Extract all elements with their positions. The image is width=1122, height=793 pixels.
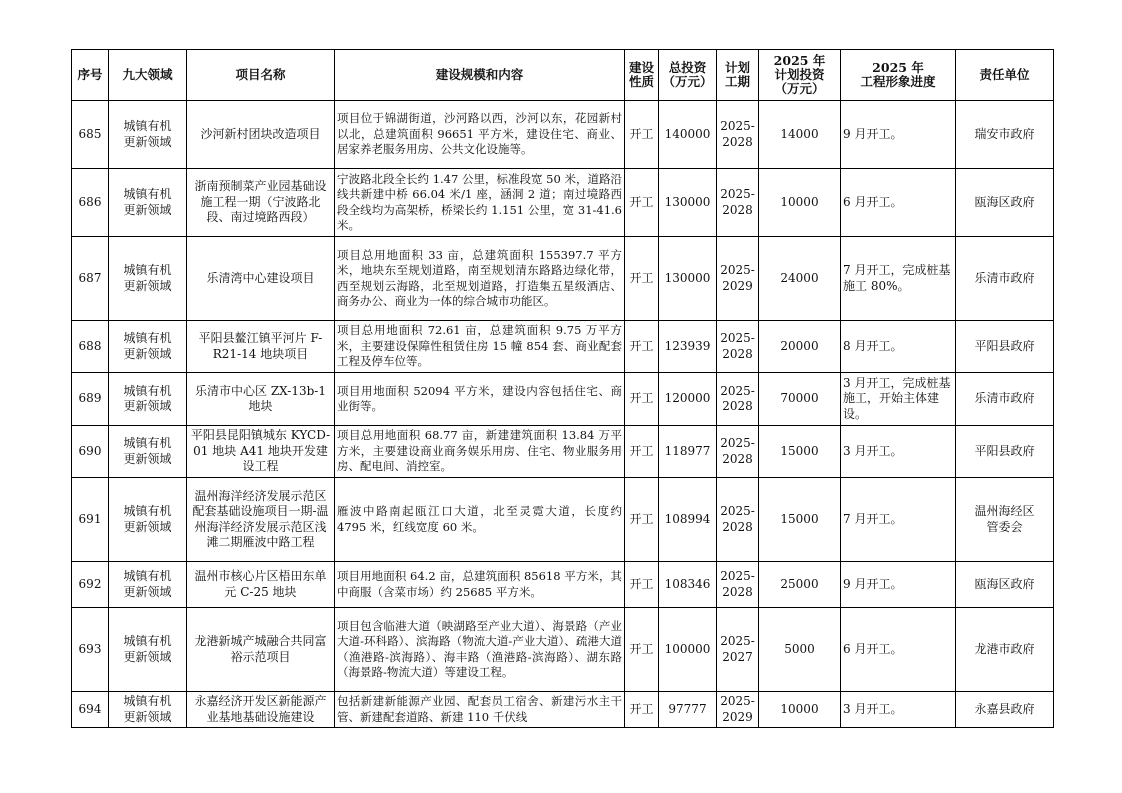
table-row: [72, 237, 1054, 321]
row-plan2025: 15000: [759, 478, 841, 562]
row-plan2025: 5000: [759, 608, 841, 692]
row-total: 123939: [659, 321, 717, 373]
row-field: 城镇有机 更新领域: [109, 608, 187, 692]
row-no: 685: [72, 101, 109, 169]
row-progress: 8 月开工。: [841, 321, 956, 373]
row-field: 城镇有机 更新领域: [109, 101, 187, 169]
row-name: 沙河新村团块改造项目: [187, 101, 335, 169]
table-row: [72, 692, 1054, 728]
row-nature: 开工: [625, 608, 659, 692]
row-total: 108346: [659, 562, 717, 608]
row-period: 2025- 2028: [717, 169, 759, 237]
row-field: 城镇有机 更新领域: [109, 237, 187, 321]
row-nature: 开工: [625, 478, 659, 562]
row-unit: 温州海经区 管委会: [956, 478, 1054, 562]
row-unit: 乐清市政府: [956, 373, 1054, 426]
row-period: 2025- 2028: [717, 101, 759, 169]
header-nature: 建设 性质: [625, 50, 659, 101]
row-progress: 6 月开工。: [841, 608, 956, 692]
row-unit: 永嘉县政府: [956, 692, 1054, 728]
row-nature: 开工: [625, 562, 659, 608]
header-unit: 责任单位: [956, 50, 1054, 101]
row-period: 2025- 2028: [717, 562, 759, 608]
row-plan2025: 10000: [759, 692, 841, 728]
row-no: 692: [72, 562, 109, 608]
row-field: 城镇有机 更新领域: [109, 478, 187, 562]
row-plan2025: 24000: [759, 237, 841, 321]
row-period: 2025- 2027: [717, 608, 759, 692]
row-name: 乐清湾中心建设项目: [187, 237, 335, 321]
row-no: 687: [72, 237, 109, 321]
table-row: [72, 562, 1054, 608]
row-progress: 9 月开工。: [841, 562, 956, 608]
row-nature: 开工: [625, 101, 659, 169]
row-unit: 瓯海区政府: [956, 169, 1054, 237]
row-total: 140000: [659, 101, 717, 169]
row-period: 2025- 2029: [717, 237, 759, 321]
row-plan2025: 20000: [759, 321, 841, 373]
row-scale: 项目总用地面积 68.77 亩，新建建筑面积 13.84 万平方米，主要建设商业商务娱乐用房、住宅、物业服务用房、配电间、消控室。: [335, 426, 625, 478]
row-nature: 开工: [625, 169, 659, 237]
header-name: 项目名称: [187, 50, 335, 101]
row-scale: 项目总用地面积 33 亩，总建筑面积 155397.7 平方米，地块东至规划道路，南至规划清东路路边绿化带，西至规划云海路，北至规划道路，打造集五星级酒店、商务办公、商业为一体的综合城市功能区。: [335, 237, 625, 321]
row-field: 城镇有机 更新领域: [109, 562, 187, 608]
row-scale: 项目总用地面积 72.61 亩，总建筑面积 9.75 万平方米，主要建设保障性租赁住房 15 幢 854 套、商业配套工程及停车位等。: [335, 321, 625, 373]
row-period: 2025- 2028: [717, 478, 759, 562]
row-scale: 包括新建新能源产业园、配套员工宿舍、新建污水主干管、新建配套道路、新建 110 千伏线: [335, 692, 625, 728]
header-total: 总投资 （万元）: [659, 50, 717, 101]
row-scale: 宁波路北段全长约 1.47 公里，标准段宽 50 米，道路沿线共新建中桥 66.04 米/1 座，涵洞 2 道；南过境路西段全线均为高架桥，桥梁长约 1.151 公里，宽 31-41.6 米。: [335, 169, 625, 237]
table-row: [72, 608, 1054, 692]
row-unit: 乐清市政府: [956, 237, 1054, 321]
row-name: 乐清市中心区 ZX-13b-1 地块: [187, 373, 335, 426]
row-field: 城镇有机 更新领域: [109, 692, 187, 728]
row-progress: 7 月开工。: [841, 478, 956, 562]
row-total: 108994: [659, 478, 717, 562]
header-progress: 2025 年 工程形象进度: [841, 50, 956, 101]
row-field: 城镇有机 更新领域: [109, 373, 187, 426]
row-period: 2025- 2028: [717, 373, 759, 426]
row-nature: 开工: [625, 321, 659, 373]
table-row: [72, 373, 1054, 426]
row-progress: 6 月开工。: [841, 169, 956, 237]
table-row: [72, 426, 1054, 478]
row-field: 城镇有机 更新领域: [109, 169, 187, 237]
row-name: 平阳县昆阳镇城东 KYCD-01 地块 A41 地块开发建设工程: [187, 426, 335, 478]
row-no: 689: [72, 373, 109, 426]
row-field: 城镇有机 更新领域: [109, 426, 187, 478]
row-plan2025: 10000: [759, 169, 841, 237]
row-name: 温州市核心片区梧田东单元 C-25 地块: [187, 562, 335, 608]
header-row: [72, 50, 1054, 101]
row-name: 永嘉经济开发区新能源产业基地基础设施建设: [187, 692, 335, 728]
table-row: [72, 321, 1054, 373]
row-plan2025: 70000: [759, 373, 841, 426]
row-progress: 3 月开工。: [841, 692, 956, 728]
row-no: 686: [72, 169, 109, 237]
row-total: 97777: [659, 692, 717, 728]
row-nature: 开工: [625, 373, 659, 426]
row-unit: 龙港市政府: [956, 608, 1054, 692]
row-name: 浙南预制菜产业园基础设施工程一期（宁波路北段、南过境路西段）: [187, 169, 335, 237]
row-unit: 平阳县政府: [956, 321, 1054, 373]
row-no: 688: [72, 321, 109, 373]
row-nature: 开工: [625, 692, 659, 728]
row-total: 130000: [659, 169, 717, 237]
row-name: 温州海洋经济发展示范区配套基础设施项目一期-温州海洋经济发展示范区浅滩二期雁波中路工程: [187, 478, 335, 562]
row-progress: 7 月开工，完成桩基施工 80%。: [841, 237, 956, 321]
row-no: 691: [72, 478, 109, 562]
header-plan2025: 2025 年 计划投资 （万元）: [759, 50, 841, 101]
row-unit: 瑞安市政府: [956, 101, 1054, 169]
row-nature: 开工: [625, 426, 659, 478]
row-unit: 平阳县政府: [956, 426, 1054, 478]
row-total: 120000: [659, 373, 717, 426]
row-name: 龙港新城产城融合共同富裕示范项目: [187, 608, 335, 692]
row-plan2025: 25000: [759, 562, 841, 608]
row-total: 130000: [659, 237, 717, 321]
row-total: 118977: [659, 426, 717, 478]
row-progress: 3 月开工，完成桩基施工，开始主体建设。: [841, 373, 956, 426]
row-period: 2025- 2028: [717, 321, 759, 373]
row-no: 694: [72, 692, 109, 728]
header-no: 序号: [72, 50, 109, 101]
row-plan2025: 15000: [759, 426, 841, 478]
row-no: 690: [72, 426, 109, 478]
project-table: [71, 49, 1054, 728]
header-period: 计划 工期: [717, 50, 759, 101]
row-plan2025: 14000: [759, 101, 841, 169]
header-field: 九大领域: [109, 50, 187, 101]
row-scale: 项目位于锦湖街道，沙河路以西，沙河以东，花园新村以北，总建筑面积 96651 平方米，建设住宅、商业、居家养老服务用房、公共文化设施等。: [335, 101, 625, 169]
table-row: [72, 169, 1054, 237]
header-scale: 建设规模和内容: [335, 50, 625, 101]
row-period: 2025- 2028: [717, 426, 759, 478]
row-field: 城镇有机 更新领域: [109, 321, 187, 373]
row-progress: 9 月开工。: [841, 101, 956, 169]
row-scale: 项目用地面积 52094 平方米，建设内容包括住宅、商业街等。: [335, 373, 625, 426]
row-scale: 项目用地面积 64.2 亩，总建筑面积 85618 平方米，其中商服（含菜市场）约 25685 平方米。: [335, 562, 625, 608]
row-period: 2025- 2029: [717, 692, 759, 728]
row-no: 693: [72, 608, 109, 692]
row-scale: 项目包含临港大道（映湖路至产业大道）、海景路（产业大道-环科路）、滨海路（物流大道-产业大道）、疏港大道（渔港路-滨海路）、海丰路（渔港路-滨海路）、湖东路（海景路-物流大道）等建设工程。: [335, 608, 625, 692]
table-row: [72, 101, 1054, 169]
table-row: [72, 478, 1054, 562]
row-name: 平阳县鳌江镇平河片 F-R21-14 地块项目: [187, 321, 335, 373]
row-scale: 雁波中路南起瓯江口大道，北至灵霓大道，长度约 4795 米，红线宽度 60 米。: [335, 478, 625, 562]
row-nature: 开工: [625, 237, 659, 321]
row-progress: 3 月开工。: [841, 426, 956, 478]
row-total: 100000: [659, 608, 717, 692]
row-unit: 瓯海区政府: [956, 562, 1054, 608]
